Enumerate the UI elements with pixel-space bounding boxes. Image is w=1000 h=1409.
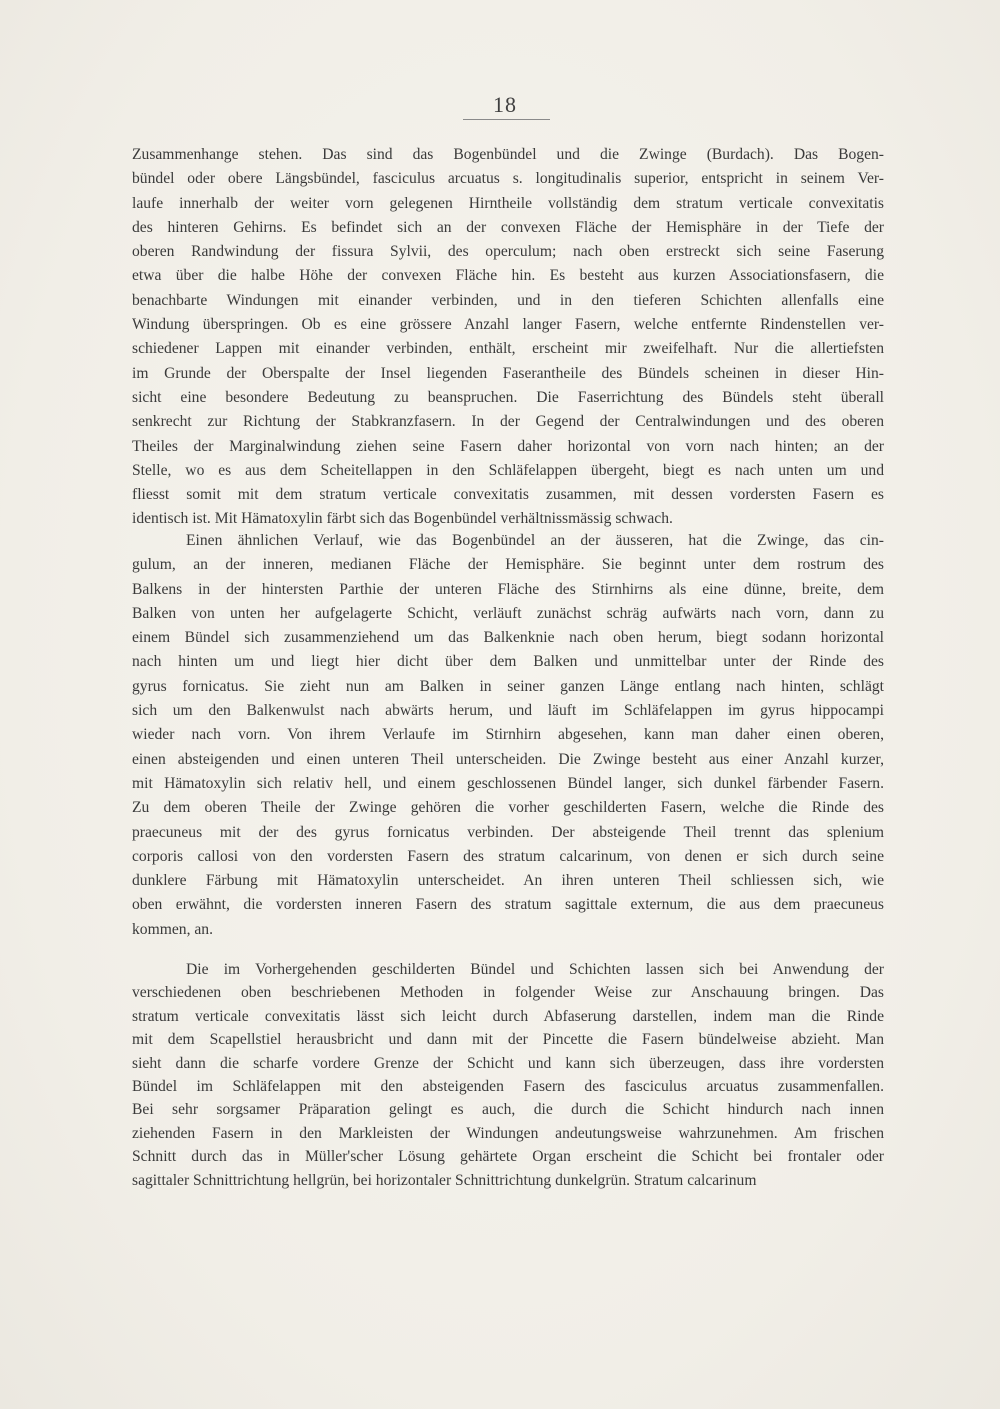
text-line: ziehenden Fasern in den Markleisten der Windungen andeutungsweise wahrzunehmen. Am frischen — [132, 1124, 884, 1142]
text-line: Zusammenhange stehen. Das sind das Bogenbündel und die Zwinge (Burdach). Das Bogen- — [132, 146, 884, 163]
text-line: Schnitt durch das in Müller'scher Lösung gehärtete Organ erscheint die Schicht bei frontaler oder — [132, 1148, 884, 1166]
text-line: sicht eine besondere Bedeutung zu beanspruchen. Die Faserrichtung des Bündels steht überall — [132, 388, 884, 406]
text-line: einen absteigenden und einen unteren Theil unterscheiden. Die Zwinge besteht aus einer Anzahl kurzer, — [132, 750, 884, 768]
text-line: schiedener Lappen mit einander verbinden, enthält, erscheint mir zweifelhaft. Nur die allertiefsten — [132, 340, 884, 358]
paragraph-1 — [132, 143, 884, 532]
text-line: oben erwähnt, die vordersten inneren Fasern des stratum sagittale externum, die aus dem praecuneus — [132, 896, 884, 914]
text-line: bündel oder obere Längsbündel, fasciculus arcuatus s. longitudinalis superior, entspricht in seinem Ver- — [132, 170, 884, 188]
text-line: Bündel im Schläfelappen mit den absteigenden Fasern des fasciculus arcuatus zusammenfallen. — [132, 1077, 884, 1095]
text-line: Zu dem oberen Theile der Zwinge gehören die vorher geschilderten Fasern, welche die Rinde des — [132, 799, 884, 817]
text-line: oberen Randwindung der fissura Sylvii, des operculum; nach oben erstreckt sich seine Faserung — [132, 243, 884, 261]
text-line: Balken von unten her aufgelagerte Schicht, verläuft zunächst schräg aufwärts nach vorn, dann zu — [132, 604, 884, 622]
paragraph-2 — [132, 529, 884, 942]
text-line: gyrus fornicatus. Sie zieht nun am Balken in seiner ganzen Länge entlang nach hinten, schlägt — [132, 677, 884, 695]
text-line: benachbarte Windungen mit einander verbinden, und in den tieferen Schichten allenfalls eine — [132, 291, 884, 309]
text-line: identisch ist. Mit Hämatoxylin färbt sich das Bogenbündel verhältnissmässig schwach. — [132, 510, 673, 528]
text-line: des hinteren Gehirns. Es befindet sich an der convexen Fläche der Hemisphäre in der Tiefe der — [132, 218, 884, 236]
text-line: dunklere Färbung mit Hämatoxylin unterscheidet. An ihren unteren Theil schliessen sich, wie — [132, 872, 884, 890]
text-line: Theiles der Marginalwindung ziehen seine Fasern daher horizontal von vorn nach hinten; an der — [132, 437, 884, 455]
text-line: kommen, an. — [132, 920, 213, 938]
page-number: 18 — [493, 92, 517, 117]
text-line: sich um den Balkenwulst nach abwärts herum, und läuft im Schläfelappen im gyrus hippocampi — [132, 702, 884, 720]
text-line: wieder nach vorn. Von ihrem Verlaufe im Stirnhirn abgesehen, kann man daher einen oberen, — [132, 726, 884, 744]
text-line: Die im Vorhergehenden geschilderten Bündel und Schichten lassen sich bei Anwendung der — [186, 961, 884, 978]
text-line: fliesst somit mit dem stratum verticale convexitatis zusammen, mit dessen vordersten Fasern es — [132, 486, 884, 504]
text-line: Einen ähnlichen Verlauf, wie das Bogenbündel an der äusseren, hat die Zwinge, das cin- — [186, 532, 884, 549]
paragraph-3 — [132, 958, 884, 1192]
text-line: Windung überspringen. Ob es eine grössere Anzahl langer Fasern, welche entfernte Rindenstellen ver- — [132, 316, 884, 334]
text-line: laufe innerhalb der weiter vorn gelegenen Hirntheile vollständig dem stratum verticale convexitatis — [132, 194, 884, 212]
text-line: corporis callosi von den vordersten Fasern des stratum calcarinum, von denen er sich durch seine — [132, 847, 884, 865]
text-line: senkrecht zur Richtung der Stabkranzfasern. In der Gegend der Centralwindungen und des oberen — [132, 413, 884, 431]
text-line: etwa über die halbe Höhe der convexen Fläche hin. Es besteht aus kurzen Associationsfasern, die — [132, 267, 884, 285]
text-line: stratum verticale convexitatis lässt sich leicht durch Abfaserung darstellen, indem man die Rinde — [132, 1007, 884, 1025]
text-line: sagittaler Schnittrichtung hellgrün, bei horizontaler Schnittrichtung dunkelgrün. Stratum calcarinum — [132, 1171, 757, 1189]
text-line: praecuneus mit der des gyrus fornicatus verbinden. Der absteigende Theil trennt das splenium — [132, 823, 884, 841]
text-line: nach hinten um und liegt hier dicht über dem Balken und unmittelbar unter der Rinde des — [132, 653, 884, 671]
text-line: verschiedenen oben beschriebenen Methoden in folgender Weise zur Anschauung bringen. Das — [132, 984, 884, 1002]
text-line: im Grunde der Oberspalte der Insel liegenden Faserantheile des Bündels scheinen in dieser Hin- — [132, 364, 884, 382]
text-line: mit Hämatoxylin sich relativ hell, und einem geschlossenen Bündel langer, sich dunkel färbender Fasern. — [132, 774, 884, 792]
page-number-rule — [463, 119, 550, 120]
text-line: einem Bündel sich zusammenziehend um das Balkenknie nach oben herum, biegt sodann horizontal — [132, 629, 884, 647]
text-line: Balkens in der hintersten Parthie der unteren Fläche des Stirnhirns als eine dünne, breite, dem — [132, 580, 884, 598]
text-line: sieht dann die scharfe vordere Grenze der Schicht und kann sich überzeugen, dass ihre vordersten — [132, 1054, 884, 1072]
text-line: Stelle, wo es aus dem Scheitellappen in den Schläfelappen übergeht, biegt es nach unten um und — [132, 461, 884, 479]
text-line: gulum, an der inneren, medianen Fläche der Hemisphäre. Sie beginnt unter dem rostrum des — [132, 556, 884, 574]
text-line: mit dem Scapellstiel herausbricht und dann mit der Pincette die Fasern bündelweise abzieht. Man — [132, 1031, 884, 1049]
text-line: Bei sehr sorgsamer Präparation gelingt es auch, die durch die Schicht hindurch nach innen — [132, 1101, 884, 1119]
